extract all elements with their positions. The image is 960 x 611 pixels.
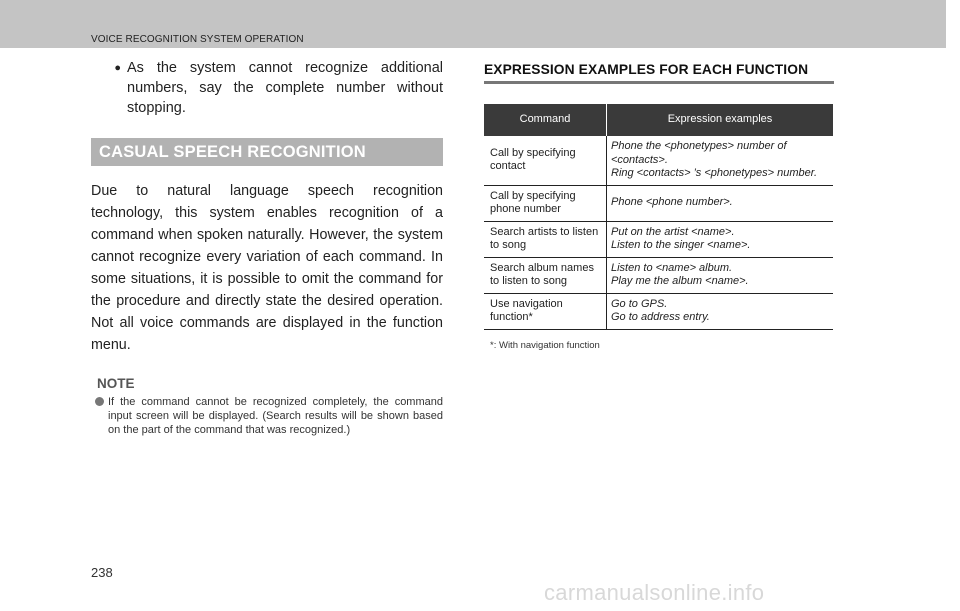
section-label: VOICE RECOGNITION SYSTEM OPERATION: [91, 34, 304, 45]
table-row: [484, 257, 833, 293]
examples-cell: Phone <phone number>.: [607, 185, 834, 221]
table-row: [484, 136, 833, 185]
bullet-text: As the system cannot recognize additional numbers, say the complete number without stopping.: [127, 60, 443, 116]
note-text: If the command cannot be recognized completely, the command input screen will be displayed. (Search results will be shown based on the part of the command that was recognized.): [108, 396, 443, 436]
footnote: *: With navigation function: [490, 339, 600, 351]
examples-cell: Listen to <name> album. Play me the album <name>.: [607, 257, 834, 293]
command-cell: Call by specifying contact: [484, 136, 607, 185]
right-column: [484, 62, 834, 351]
body-paragraph: Due to natural language speech recognition technology, this system enables recognition of a command when spoken naturally. However, the system cannot recognize every variation of each command. In some situations, it is possible to omit the command for the procedure and directly state the desired operation. Not all voice commands are displayed in the function menu.: [91, 183, 443, 353]
table-body: [484, 136, 833, 329]
examples-cell: Phone the <phonetypes> number of <contacts>. Ring <contacts> ’s <phonetypes> number.: [607, 136, 834, 185]
table-row: [484, 221, 833, 257]
watermark: carmanualsonline.info: [544, 580, 765, 605]
header-bar: [0, 0, 946, 48]
note-bullet-icon: [95, 397, 104, 406]
table-section-title: EXPRESSION EXAMPLES FOR EACH FUNCTION: [484, 62, 809, 77]
left-column: [91, 58, 443, 437]
column-header-command: Command: [484, 104, 607, 136]
command-cell: Call by specifying phone number: [484, 185, 607, 221]
command-cell: Search album names to listen to song: [484, 257, 607, 293]
command-cell: Use navigation function*: [484, 293, 607, 329]
title-underline: [484, 81, 834, 84]
bullet-paragraph: [91, 58, 443, 118]
examples-cell: Go to GPS. Go to address entry.: [607, 293, 834, 329]
column-header-examples: Expression examples: [607, 104, 834, 136]
page-number: 238: [91, 565, 113, 580]
examples-cell: Put on the artist <name>. Listen to the singer <name>.: [607, 221, 834, 257]
table-row: [484, 293, 833, 329]
command-cell: Search artists to listen to song: [484, 221, 607, 257]
section-title: CASUAL SPEECH RECOGNITION: [91, 138, 443, 166]
note-item: [95, 395, 443, 437]
table-header-row: [484, 104, 833, 136]
table-row: [484, 185, 833, 221]
expression-table: [484, 104, 833, 330]
bullet-icon: ●: [114, 62, 121, 74]
note-title: NOTE: [97, 376, 135, 391]
